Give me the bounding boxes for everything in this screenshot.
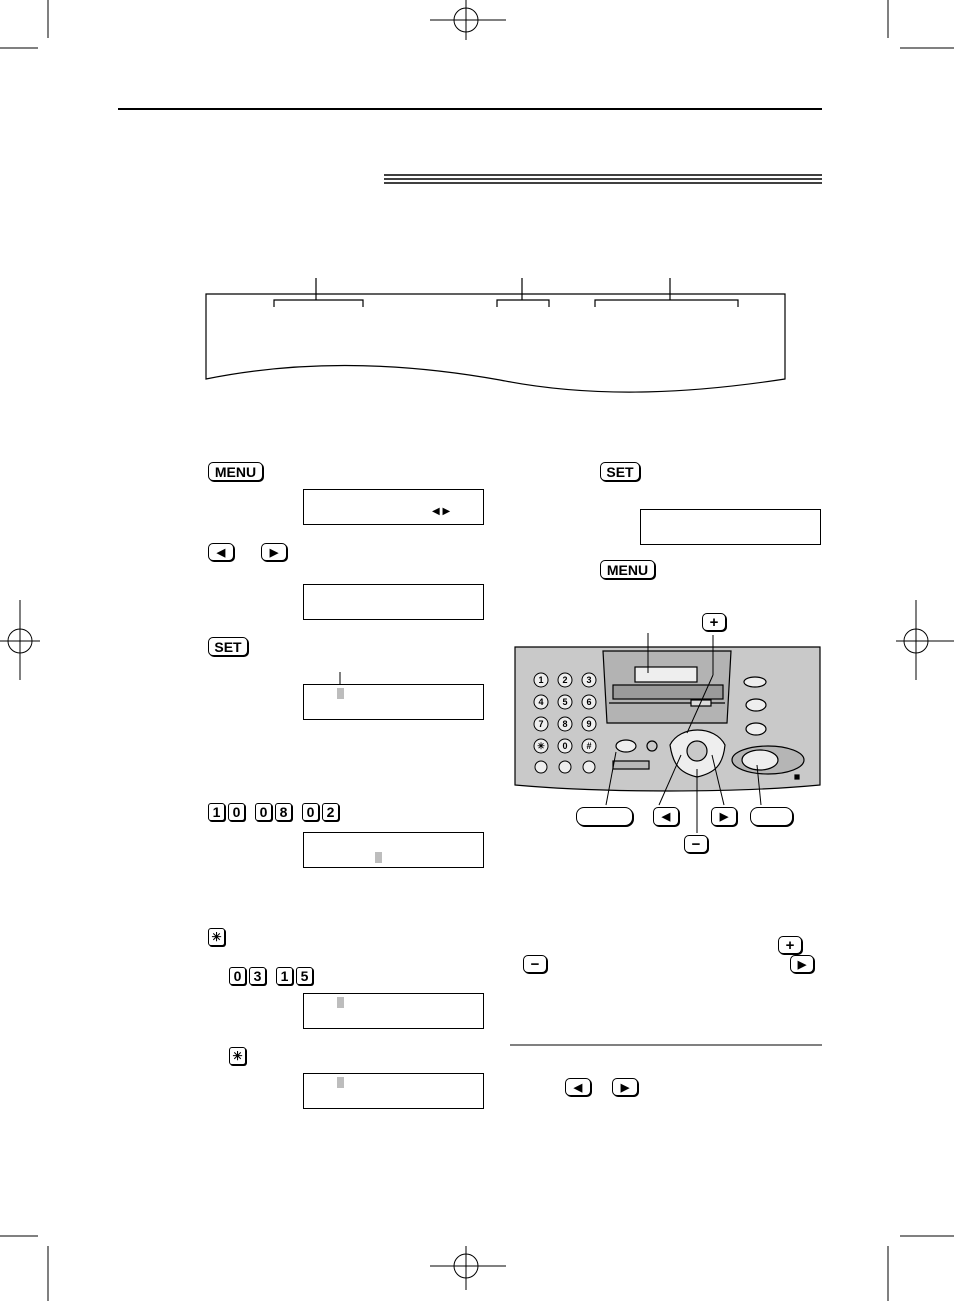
left-arrow-key-icon: ◀ (208, 543, 234, 561)
digit-key-icon: 0 (255, 803, 272, 821)
menu-key-icon: MENU (600, 560, 655, 579)
keypad-digit: 8 (562, 719, 568, 729)
keypad-digit: 0 (562, 741, 568, 751)
lcd-cursor (337, 688, 344, 699)
digit-key-icon: 1 (208, 803, 225, 821)
digit-key-icon: 5 (296, 967, 313, 985)
right-arrow-key-icon: ▶ (790, 955, 814, 973)
blank-button-icon (750, 807, 793, 826)
right-arrow-key-icon: ▶ (261, 543, 287, 561)
digit-key-icon: 1 (276, 967, 293, 985)
keypad-digit: 1 (538, 675, 544, 685)
lcd-display-3 (303, 684, 484, 720)
keypad-digit: 2 (562, 675, 568, 685)
digit-key-icon: 8 (275, 803, 292, 821)
left-arrow-key-icon: ◀ (653, 807, 679, 826)
lcd-display-4 (303, 832, 484, 868)
lcd-display-7 (640, 509, 821, 545)
keypad-digit: 5 (562, 697, 568, 707)
menu-key-icon: MENU (208, 462, 263, 481)
keypad-digit: 9 (586, 719, 592, 729)
set-key-icon: SET (600, 462, 640, 481)
fax-machine-illustration (505, 605, 835, 865)
left-arrow-key-icon: ◀ (565, 1078, 591, 1096)
digit-key-icon: 0 (228, 803, 245, 821)
star-key-icon: ✳ (229, 1047, 246, 1065)
digit-key-icon: 2 (322, 803, 339, 821)
keypad-digit: 4 (538, 697, 544, 707)
keypad-digit: ✳ (537, 741, 545, 751)
minus-key-icon: − (684, 835, 708, 853)
plus-key-icon: + (702, 613, 726, 631)
plus-key-icon: + (778, 936, 802, 954)
lcd-display-6 (303, 1073, 484, 1109)
right-arrow-key-icon: ▶ (612, 1078, 638, 1096)
keypad-digit: 6 (586, 697, 592, 707)
digit-key-icon: 0 (229, 967, 246, 985)
digit-key-icon: 0 (302, 803, 319, 821)
right-arrow-key-icon: ▶ (711, 807, 737, 826)
lcd-display-5 (303, 993, 484, 1029)
keypad-digit: 7 (538, 719, 544, 729)
fax-paper-sample (206, 278, 785, 392)
lcd-display-1 (303, 489, 484, 525)
lcd-cursor (337, 997, 344, 1008)
lcd-cursor (375, 852, 382, 863)
digit-key-icon: 3 (249, 967, 266, 985)
keypad-digit: 3 (586, 675, 592, 685)
blank-button-icon (576, 807, 633, 826)
minus-key-icon: − (523, 955, 547, 973)
set-key-icon: SET (208, 637, 248, 656)
lcd-display-2 (303, 584, 484, 620)
lcd-arrows: ◀ ▶ (432, 506, 451, 517)
lcd-cursor (337, 1077, 344, 1088)
keypad-digit: # (586, 741, 592, 751)
star-key-icon: ✳ (208, 928, 225, 946)
